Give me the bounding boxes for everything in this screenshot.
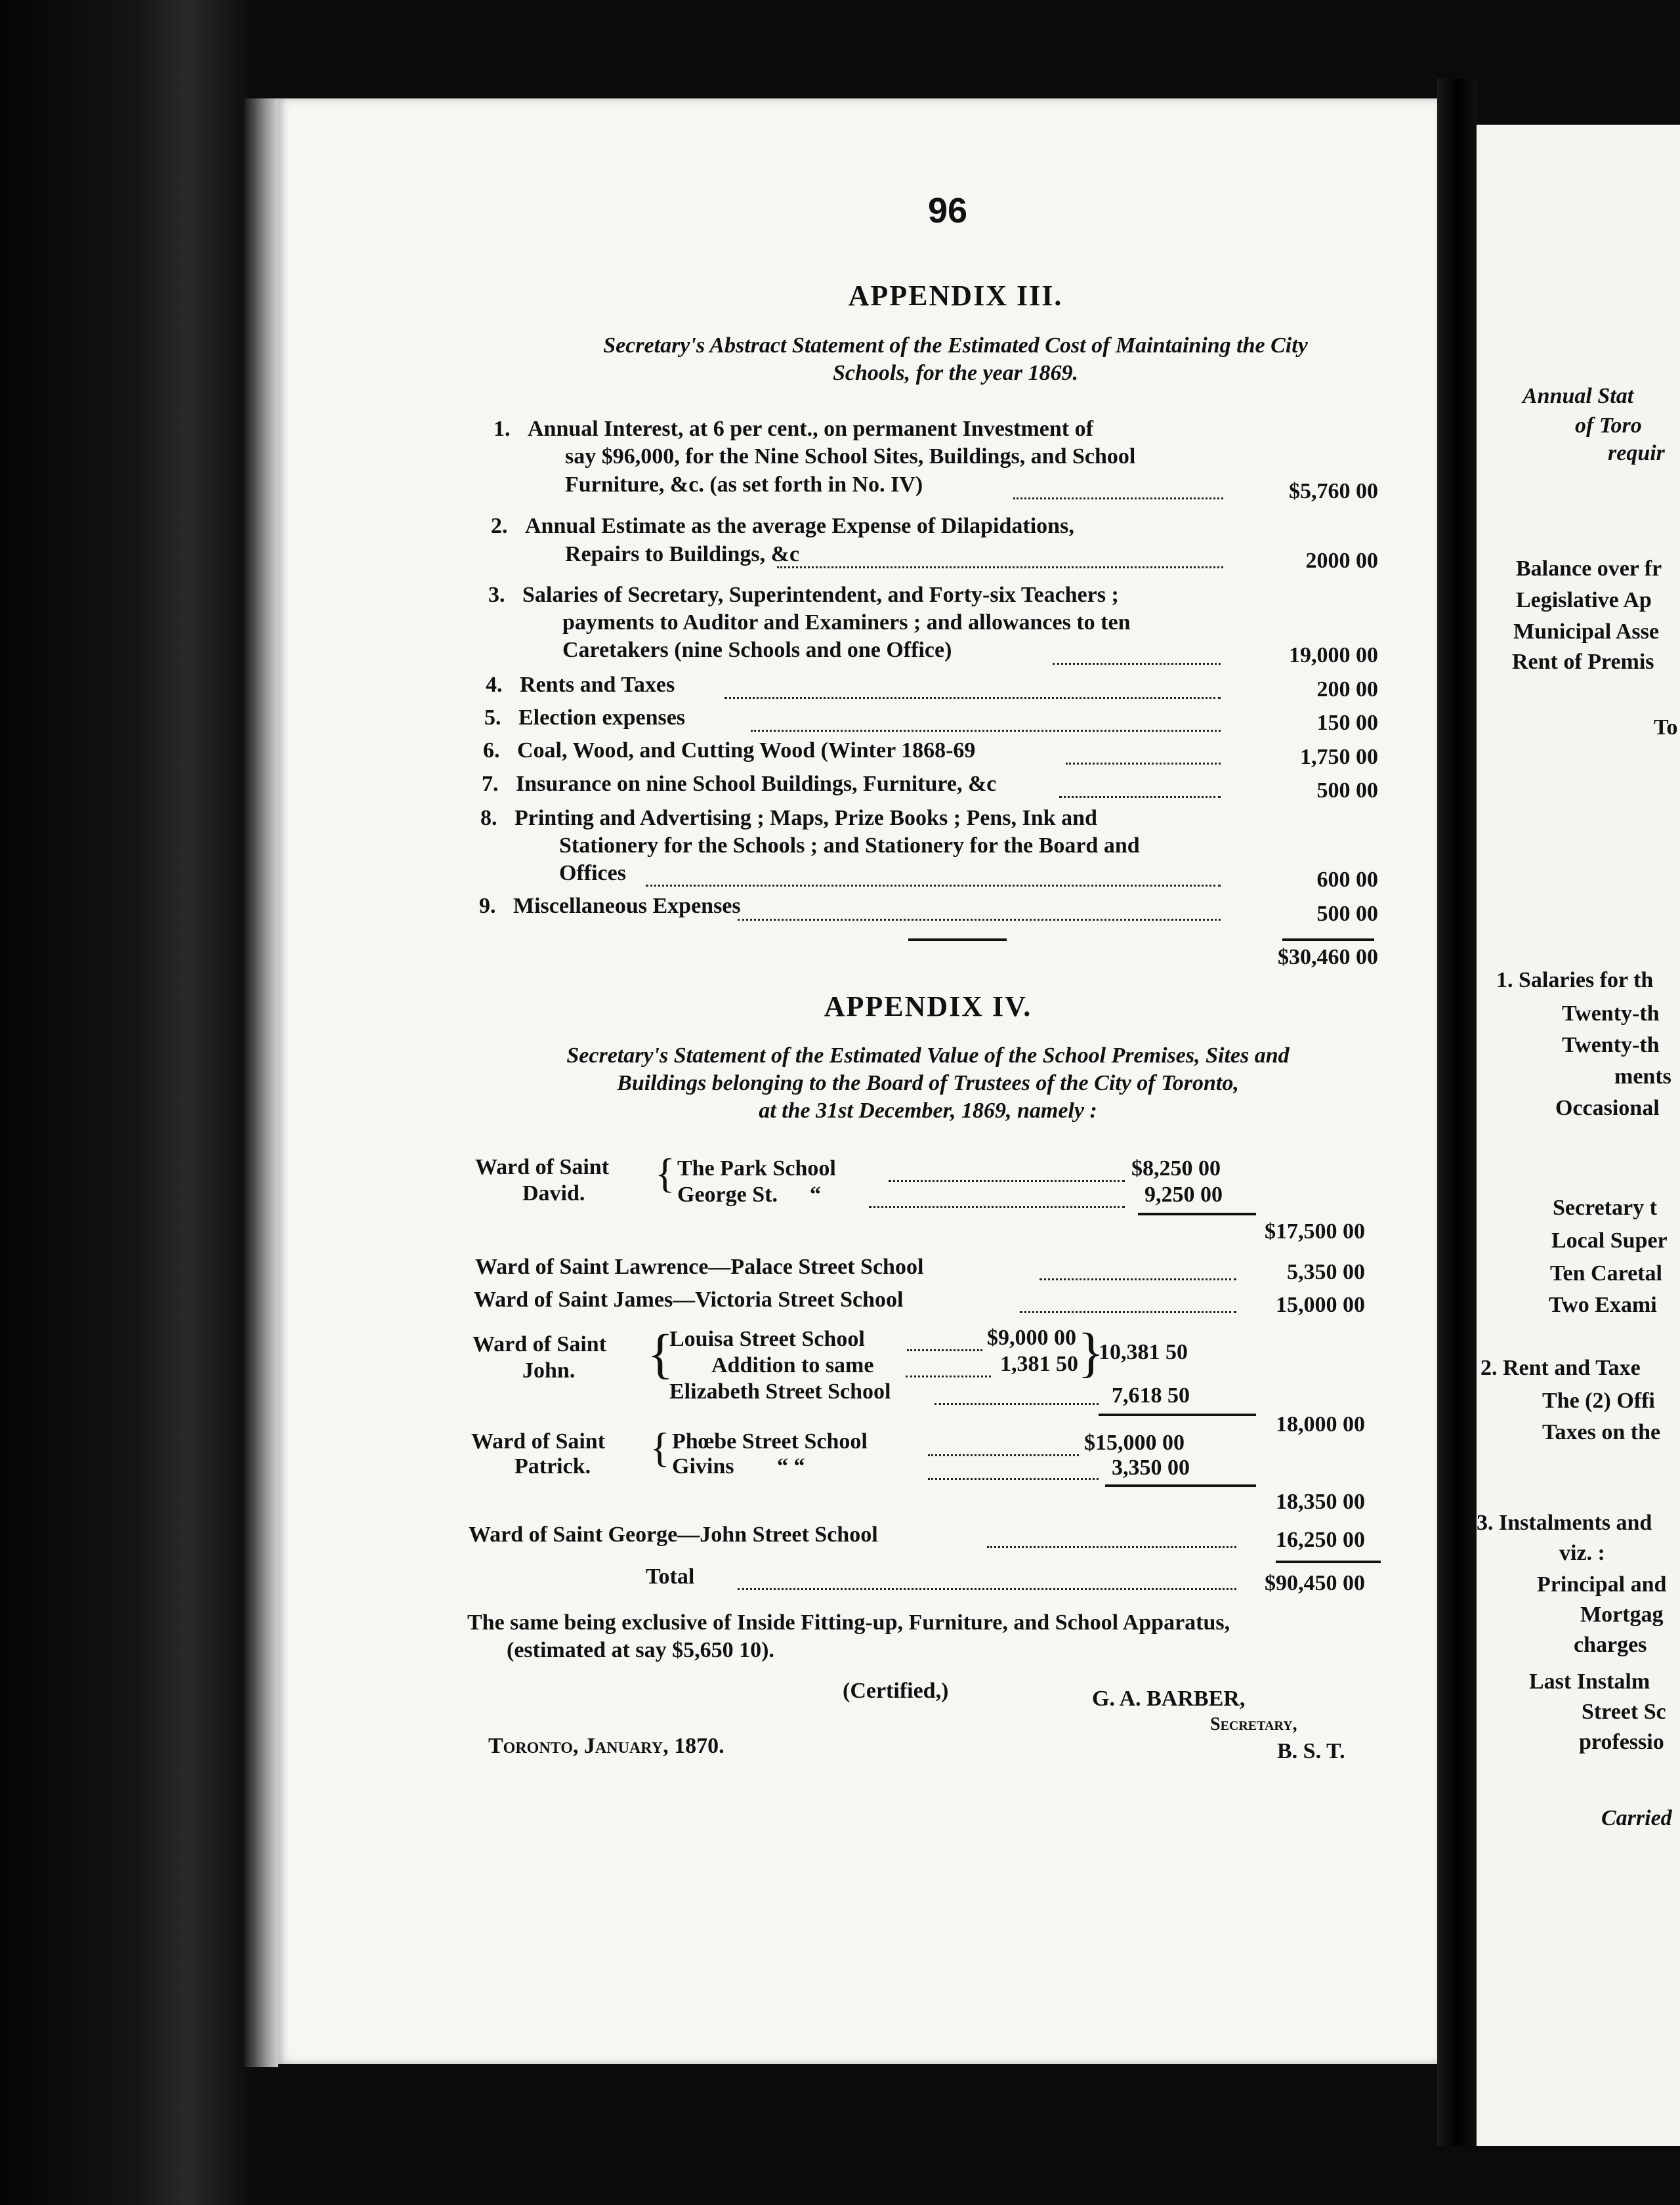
book-gutter (1437, 79, 1477, 2146)
item-text: Coal, Wood, and Cutting Wood (Winter 1868-69 (517, 738, 976, 763)
total-label: Total (646, 1564, 695, 1589)
ward-name: David. (522, 1181, 585, 1206)
item-text: Insurance on nine School Buildings, Furniture, &c (516, 772, 997, 796)
item-number: 8. (480, 806, 497, 830)
sum-rule (1138, 1213, 1256, 1215)
item-text: Miscellaneous Expenses (513, 894, 741, 918)
school-name: Louisa Street School (669, 1327, 865, 1351)
item-amount: 500 00 (1316, 902, 1378, 926)
item-amount: 200 00 (1316, 677, 1378, 702)
signer-title: Secretary, (1210, 1714, 1297, 1734)
item-number: 2. (491, 514, 508, 538)
fragment-text: Two Exami (1549, 1293, 1657, 1317)
item-number: 1. (494, 417, 511, 441)
ward-total: 18,350 00 (1276, 1490, 1365, 1514)
dot-leader (738, 919, 1221, 921)
ward-name: John. (522, 1358, 576, 1383)
fragment-text: Twenty-th (1562, 1033, 1660, 1057)
item-text: Annual Interest, at 6 per cent., on permanent Investment of (528, 417, 1093, 441)
brace: } (1078, 1322, 1104, 1383)
fragment-text: of Toro (1575, 413, 1642, 438)
school-amount: 9,250 00 (1144, 1183, 1223, 1207)
dot-leader (906, 1376, 991, 1377)
school-amount: 7,618 50 (1112, 1383, 1190, 1408)
fragment-text: Mortgag (1580, 1603, 1664, 1627)
dot-leader (1053, 663, 1221, 665)
sum-rule (1282, 938, 1374, 941)
dot-leader (777, 566, 1223, 568)
appendix-iv-subtitle-1: Secretary's Statement of the Estimated Value of the School Premises, Sites and (566, 1043, 1290, 1068)
fragment-text: Carried (1601, 1806, 1672, 1830)
dot-leader (724, 697, 1221, 699)
fragment-text: Last Instalm (1529, 1670, 1650, 1694)
item-number: 7. (482, 772, 499, 796)
school-name: The Park School (677, 1156, 836, 1181)
school-name: George St. (677, 1183, 778, 1207)
brace: { (647, 1324, 674, 1385)
note-line: (estimated at say $5,650 10). (507, 1638, 774, 1662)
fragment-text: ments (1614, 1064, 1671, 1089)
brace: { (650, 1424, 670, 1471)
dot-leader (751, 730, 1221, 732)
fragment-text: Ten Caretal (1550, 1261, 1662, 1286)
item-text: Caretakers (nine Schools and one Office) (562, 638, 952, 662)
dot-leader (928, 1454, 1079, 1456)
item-number: 9. (479, 894, 496, 918)
fragment-text: Taxes on the (1542, 1420, 1661, 1444)
fragment-text: Secretary t (1553, 1196, 1657, 1220)
ward-name: Ward of Saint (472, 1332, 607, 1356)
ward-amount: 15,000 00 (1276, 1293, 1365, 1317)
item-amount: $5,760 00 (1289, 479, 1378, 503)
sum-rule (1276, 1561, 1381, 1563)
ward-name: Ward of Saint (471, 1429, 606, 1454)
dot-leader (738, 1588, 1236, 1590)
school-amount: 3,350 00 (1112, 1456, 1190, 1480)
item-text: say $96,000, for the Nine School Sites, Buildings, and School (565, 444, 1136, 469)
item-text: Repairs to Buildings, &c (565, 542, 800, 566)
dot-leader (987, 1546, 1236, 1548)
signer-org: B. S. T. (1277, 1739, 1345, 1763)
signer-name: G. A. BARBER, (1092, 1687, 1246, 1711)
ward-line: Ward of Saint George—John Street School (469, 1522, 878, 1547)
fragment-text: The (2) Offi (1542, 1389, 1655, 1413)
school-name: Givins (672, 1454, 734, 1479)
item-text: Salaries of Secretary, Superintendent, and Forty-six Teachers ; (522, 583, 1119, 607)
item-text: payments to Auditor and Examiners ; and allowances to ten (562, 610, 1131, 635)
fragment-text: Twenty-th (1562, 1001, 1660, 1026)
ditto-mark: “ (810, 1183, 821, 1207)
appendix-iii-total: $30,460 00 (1278, 945, 1378, 969)
sum-rule (1099, 1414, 1256, 1416)
school-amount: $8,250 00 (1131, 1156, 1221, 1181)
ward-total: 18,000 00 (1276, 1412, 1365, 1437)
item-amount: 600 00 (1316, 868, 1378, 892)
ditto-mark: “ “ (777, 1454, 805, 1479)
item-amount: 1,750 00 (1300, 745, 1378, 769)
fragment-text: Balance over fr (1516, 556, 1662, 581)
page-number: 96 (927, 191, 968, 230)
place-date: Toronto, January, 1870. (488, 1734, 724, 1758)
item-text: Offices (559, 861, 626, 885)
dot-leader (646, 885, 1221, 887)
short-rule (908, 938, 1007, 941)
dot-leader (1059, 796, 1221, 798)
ward-line: Ward of Saint Lawrence—Palace Street School (475, 1255, 924, 1279)
ward-name: Ward of Saint (475, 1155, 610, 1179)
adjacent-page-fragment (1477, 125, 1680, 2146)
fragment-text: requir (1608, 441, 1665, 465)
ward-total: $17,500 00 (1265, 1219, 1365, 1244)
school-amount: $9,000 00 (987, 1326, 1076, 1350)
item-text: Election expenses (518, 705, 686, 730)
item-text: Stationery for the Schools ; and Stationery for the Board and (559, 833, 1140, 858)
fragment-text: Municipal Asse (1513, 620, 1659, 644)
ward-amount: 5,350 00 (1287, 1260, 1365, 1284)
fragment-text: To (1654, 715, 1678, 740)
ward-line: Ward of Saint James—Victoria Street School (474, 1288, 904, 1312)
book-binding (0, 0, 249, 2205)
item-amount: 500 00 (1316, 778, 1378, 803)
dot-leader (1066, 763, 1221, 765)
dot-leader (934, 1403, 1099, 1405)
appendix-iii-subtitle-2: Schools, for the year 1869. (833, 361, 1078, 385)
page-edge (244, 98, 278, 2067)
note-line: The same being exclusive of Inside Fitting-up, Furniture, and School Apparatus, (467, 1610, 1230, 1635)
certified-label: (Certified,) (843, 1679, 949, 1703)
item-text: Annual Estimate as the average Expense of Dilapidations, (525, 514, 1074, 538)
grand-total: $90,450 00 (1265, 1571, 1365, 1595)
school-amount: 1,381 50 (1000, 1352, 1078, 1376)
ward-name: Patrick. (514, 1454, 591, 1479)
fragment-text: Street Sc (1582, 1700, 1666, 1724)
item-text: Furniture, &c. (as set forth in No. IV) (565, 472, 923, 497)
sum-rule (1105, 1484, 1256, 1487)
fragment-text: Rent of Premis (1512, 650, 1654, 674)
dot-leader (1013, 497, 1223, 499)
fragment-text: charges (1574, 1633, 1647, 1657)
appendix-iii-title: APPENDIX III. (848, 280, 1063, 312)
dot-leader (1020, 1311, 1236, 1313)
fragment-text: Occasional (1555, 1096, 1660, 1120)
appendix-iii-subtitle-1: Secretary's Abstract Statement of the Estimated Cost of Maintaining the City (603, 333, 1308, 358)
ward-amount: 16,250 00 (1276, 1528, 1365, 1552)
item-number: 5. (484, 705, 501, 730)
subtotal-amount: 10,381 50 (1099, 1340, 1188, 1364)
fragment-text: viz. : (1559, 1541, 1605, 1565)
item-text: Rents and Taxes (520, 673, 675, 697)
item-number: 3. (488, 583, 505, 607)
fragment-text: Annual Stat (1522, 384, 1634, 408)
appendix-iv-subtitle-3: at the 31st December, 1869, namely : (759, 1099, 1097, 1123)
item-amount: 2000 00 (1305, 549, 1378, 573)
dot-leader (907, 1349, 982, 1351)
dot-leader (1040, 1278, 1236, 1280)
fragment-text: Legislative Ap (1516, 588, 1652, 612)
school-name: Addition to same (711, 1353, 874, 1377)
dot-leader (928, 1478, 1099, 1480)
fragment-text: 1. Salaries for th (1496, 968, 1654, 992)
item-amount: 150 00 (1316, 711, 1378, 735)
item-amount: 19,000 00 (1289, 643, 1378, 667)
dot-leader (889, 1180, 1125, 1182)
fragment-text: professio (1579, 1730, 1664, 1754)
item-number: 4. (486, 673, 503, 697)
item-number: 6. (483, 738, 500, 763)
brace: { (655, 1150, 675, 1196)
appendix-iv-title: APPENDIX IV. (824, 990, 1032, 1022)
school-name: Phœbe Street School (672, 1429, 868, 1454)
fragment-text: Local Super (1551, 1228, 1668, 1253)
school-name: Elizabeth Street School (669, 1379, 891, 1404)
dot-leader (869, 1206, 1125, 1208)
appendix-iv-subtitle-2: Buildings belonging to the Board of Trustees of the City of Toronto, (617, 1071, 1239, 1095)
fragment-text: Principal and (1537, 1572, 1667, 1597)
fragment-text: 2. Rent and Taxe (1480, 1356, 1641, 1380)
school-amount: $15,000 00 (1084, 1431, 1185, 1455)
item-text: Printing and Advertising ; Maps, Prize Books ; Pens, Ink and (514, 806, 1097, 830)
fragment-text: 3. Instalments and (1477, 1511, 1652, 1535)
document-page (278, 98, 1437, 2064)
